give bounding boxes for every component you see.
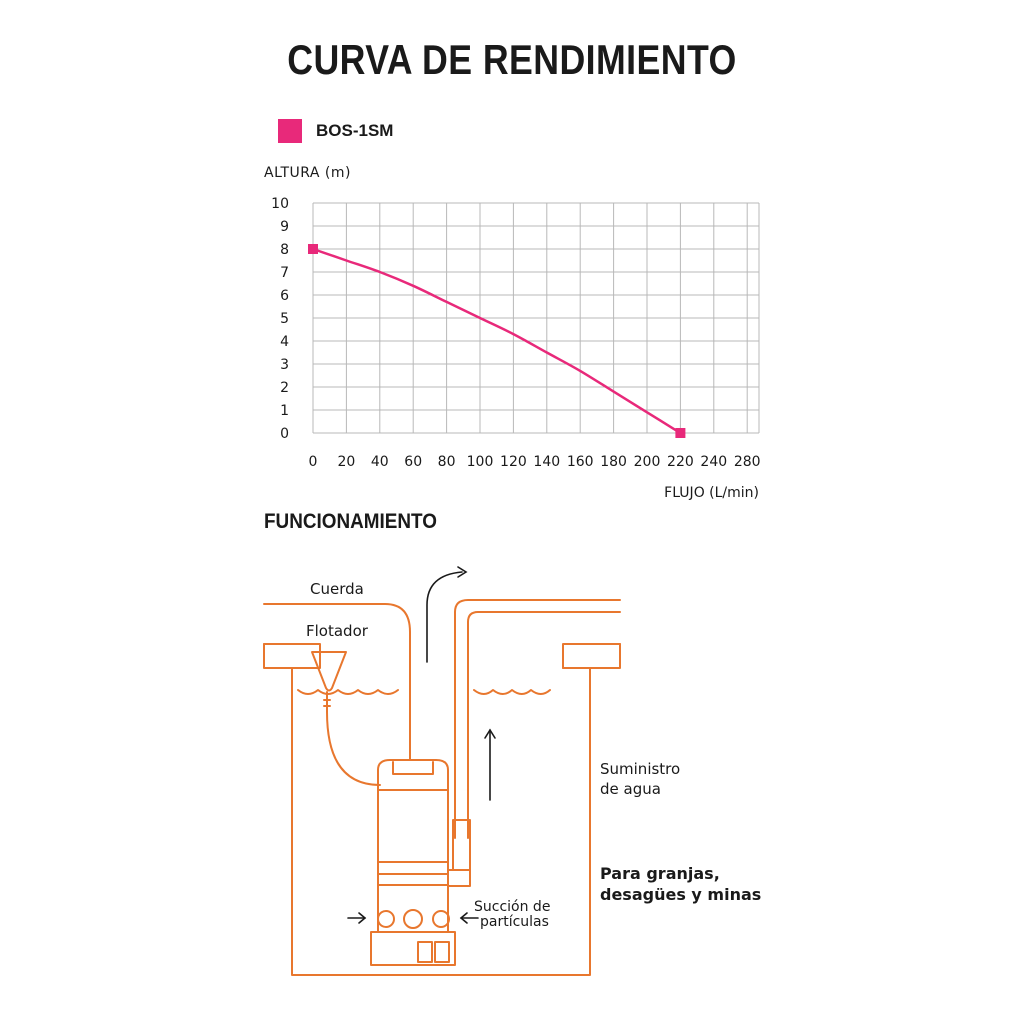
float: [312, 652, 346, 691]
pump-outlet: [448, 870, 470, 886]
tank-outline: [264, 644, 620, 975]
x-tick-label: 120: [500, 454, 527, 470]
y-tick-label: 6: [280, 288, 289, 304]
pump-intake: [378, 885, 448, 932]
series-point-marker: [675, 428, 685, 438]
water-waves-left: [298, 690, 398, 694]
pump-base: [371, 932, 455, 965]
x-axis-label: FLUJO (L/min): [664, 485, 759, 501]
y-tick-label: 3: [280, 357, 289, 373]
x-tick-label: 40: [370, 454, 389, 470]
usage-label-line2: desagües y minas: [600, 885, 762, 904]
pipe-coupling: [453, 820, 470, 870]
y-tick-label: 5: [280, 311, 289, 327]
x-tick-label: 220: [667, 454, 694, 470]
y-tick-label: 4: [280, 334, 289, 350]
x-tick-label: 240: [700, 454, 728, 470]
series-point-marker: [308, 244, 318, 254]
tank-rim-right: [563, 644, 620, 668]
y-tick-label: 0: [280, 426, 289, 442]
y-tick-label: 1: [280, 403, 289, 419]
x-tick-label: 0: [308, 454, 318, 470]
y-tick-label: 9: [280, 219, 289, 235]
rope-label: Cuerda: [310, 580, 364, 598]
x-tick-label: 200: [633, 454, 661, 470]
discharge-arrow: [427, 572, 462, 662]
pump-handle: [378, 760, 448, 790]
page-title: CURVA DE RENDIMIENTO: [287, 36, 737, 83]
y-tick-label: 8: [280, 242, 289, 258]
chart-grid: [313, 203, 759, 433]
y-tick-label: 2: [280, 380, 289, 396]
y-axis-label: ALTURA (m): [264, 165, 351, 181]
x-tick-label: 160: [566, 454, 594, 470]
supply-label-line2: de agua: [600, 780, 661, 798]
x-tick-label: 280: [733, 454, 761, 470]
section-title: FUNCIONAMIENTO: [264, 510, 437, 533]
y-tick-label: 7: [280, 265, 289, 281]
float-label: Flotador: [306, 622, 368, 640]
x-tick-labels: [309, 454, 761, 470]
performance-chart: [0, 0, 1024, 510]
suction-label-line1: Succión de: [474, 899, 551, 915]
water-waves-right: [474, 690, 550, 694]
x-tick-label: 80: [437, 454, 456, 470]
discharge-pipe: [455, 600, 620, 838]
usage-label-line1: Para granjas,: [600, 864, 720, 883]
y-tick-label: 10: [271, 196, 289, 212]
x-tick-label: 140: [533, 454, 561, 470]
supply-label-line1: Suministro: [600, 760, 681, 778]
float-cable: [327, 712, 380, 785]
y-tick-labels: [271, 196, 289, 442]
tank-rim-left: [264, 644, 292, 668]
x-tick-label: 60: [404, 454, 423, 470]
suction-label-line2: partículas: [480, 914, 549, 930]
x-tick-label: 100: [466, 454, 494, 470]
x-tick-label: 20: [337, 454, 356, 470]
legend-label: BOS-1SM: [316, 121, 394, 140]
x-tick-label: 180: [600, 454, 627, 470]
pump-motor: [378, 790, 448, 885]
